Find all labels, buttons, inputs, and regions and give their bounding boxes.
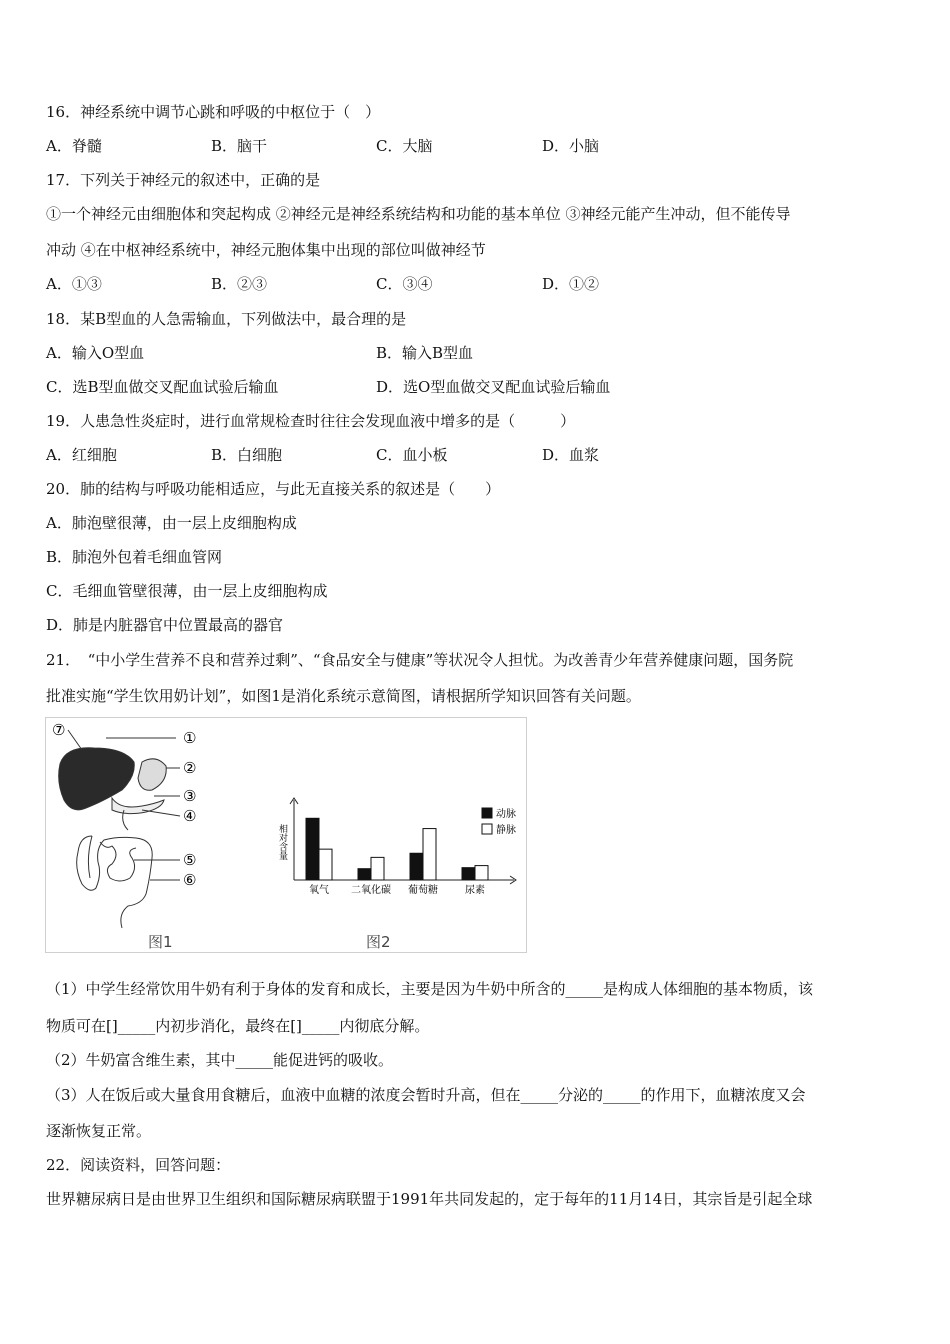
bar-artery-0 [306,818,319,880]
bar-artery-3 [462,868,475,880]
legend-label-artery: 动脉 [496,809,516,820]
q21-stem-line1: 21． “中小学生营养不良和营养过剩”、“食品安全与健康”等状况令人担忧。为改善青少年营养健康问题，国务院 [46,651,794,669]
q16-option-c: C．大脑 [376,137,433,155]
q18-option-a: A．输入O型血 [46,344,145,362]
bar-vein-3 [475,866,488,880]
q22-material-line1: 世界糖尿病日是由世界卫生组织和国际糖尿病联盟于1991年共同发起的，定于每年的11月14日，其宗旨是引起全球 [46,1190,813,1208]
q21-sub1-line1: （1）中学生经常饮用牛奶有利于身体的发育和成长，主要是因为牛奶中所含的_____是构成人体细胞的基本物质，该 [46,980,814,998]
bar-vein-2 [423,829,436,880]
bar-artery-2 [410,853,423,880]
bar-vein-0 [319,849,332,880]
digestive-system-diagram [59,730,180,928]
legend-swatch-artery [482,808,492,818]
q17-option-d: D．①② [542,275,600,293]
q17-stem: 17．下列关于神经元的叙述中，正确的是 [46,171,321,189]
q19-option-b: B．白细胞 [211,446,283,464]
q19-option-c: C．血小板 [376,446,448,464]
q17-statement-line2: 冲动 ④在中枢神经系统中，神经元胞体集中出现的部位叫做神经节 [46,241,486,259]
q18-stem: 18．某B型血的人急需输血，下列做法中，最合理的是 [46,310,407,328]
fig1-label-6: ⑥ [183,871,197,889]
q22-stem: 22．阅读资料，回答问题： [46,1156,231,1174]
fig1-label-1: ① [183,729,197,747]
chart-y-label: 相对含量 [277,824,287,860]
q21-stem-line2: 批准实施“学生饮用奶计划”，如图1是消化系统示意简图，请根据所学知识回答有关问题。 [46,687,641,705]
q16-option-d: D．小脑 [542,137,600,155]
q20-option-a: A．肺泡壁很薄，由一层上皮细胞构成 [46,514,297,532]
bar-vein-1 [371,857,384,880]
q20-option-c: C．毛细血管壁很薄，由一层上皮细胞构成 [46,582,328,600]
q17-statement-line1: ①一个神经元由细胞体和突起构成 ②神经元是神经系统结构和功能的基本单位 ③神经元能产生冲动，但不能传导 [46,205,791,223]
x-tick-label-2: 葡萄糖 [408,885,438,896]
q20-option-d: D．肺是内脏器官中位置最高的器官 [46,616,284,634]
fig1-label-7: ⑦ [52,721,66,739]
q19-option-d: D．血浆 [542,446,600,464]
legend-swatch-vein [482,824,492,834]
q20-stem: 20．肺的结构与呼吸功能相适应，与此无直接关系的叙述是（ ） [46,480,501,498]
q21-sub3-line2: 逐渐恢复正常。 [46,1122,152,1140]
q17-option-a: A．①③ [46,275,102,293]
q16-stem: 16．神经系统中调节心跳和呼吸的中枢位于（ ） [46,103,381,121]
q17-option-c: C．③④ [376,275,433,293]
fig1-caption: 图1 [148,933,173,951]
q18-option-b: B．输入B型血 [376,344,474,362]
q18-option-c: C．选B型血做交叉配血试验后输血 [46,378,279,396]
fig1-label-5: ⑤ [183,851,197,869]
q19-option-a: A．红细胞 [46,446,117,464]
q21-sub3-line1: （3）人在饭后或大量食用食糖后，血液中血糖的浓度会暂时升高，但在_____分泌的_____的作用下，血糖浓度又会 [46,1086,806,1104]
q21-sub2: （2）牛奶富含维生素，其中_____能促进钙的吸收。 [46,1051,394,1069]
figure-digestive-and-blood [45,717,527,953]
q19-stem: 19．人患急性炎症时，进行血常规检查时往往会发现血液中增多的是（ ） [46,412,576,430]
q16-option-b: B．脑干 [211,137,268,155]
legend-label-vein: 静脉 [496,825,516,836]
q17-option-b: B．②③ [211,275,268,293]
blood-content-bar-chart [277,798,516,896]
x-tick-label-3: 尿素 [465,885,485,896]
fig1-label-2: ② [183,759,197,777]
x-tick-label-1: 二氧化碳 [351,885,391,896]
q20-option-b: B．肺泡外包着毛细血管网 [46,548,223,566]
x-tick-label-0: 氧气 [309,885,329,896]
bar-artery-1 [358,869,371,880]
q18-option-d: D．选O型血做交叉配血试验后输血 [376,378,611,396]
q16-option-a: A．脊髓 [46,137,102,155]
q21-sub1-line2: 物质可在[]_____内初步消化，最终在[]_____内彻底分解。 [46,1017,430,1035]
fig1-label-4: ④ [183,807,197,825]
fig1-label-3: ③ [183,787,197,805]
fig2-caption: 图2 [366,933,391,951]
